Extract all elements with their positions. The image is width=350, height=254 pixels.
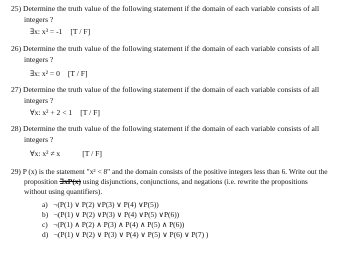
true-false-27: [T / F]: [80, 108, 100, 117]
question-25-statement: [30, 27, 90, 37]
statement-28: ∀x: x² ≠ x: [30, 149, 61, 158]
option-a: a) ¬(P(1) ∨ P(2) ∨P(3) ∨ P(4) ∨P(5)): [42, 200, 159, 209]
question-29-text-line2: [11, 177, 346, 187]
question-27-text-line1: 27) Determine the truth value of the following statement if the domain of each variable consists of all: [11, 85, 320, 94]
option-b: b) ¬(P(1) ∨ P(2) ∨P(3) ∨ P(4) ∨P(5) ∨P(6)): [42, 210, 180, 219]
statement-25: ∃x: x³ = -1: [30, 27, 63, 36]
option-d: d) ¬(P(1) ∨ P(2) ∨ P(3) ∨ P(4) ∨ P(5) ∨ P(6) ∨ P(7) ): [42, 230, 209, 239]
question-26-statement: [30, 69, 88, 79]
question-25: [11, 4, 346, 25]
question-26: [11, 44, 346, 65]
question-28-statement: [30, 149, 102, 159]
option-c: c) ¬(P(1) ∧ P(2) ∧ P(3) ∧ P(4) ∧ P(5) ∧ P(6)): [42, 220, 185, 229]
question-27-statement: [30, 108, 100, 118]
question-28-text-line1: 28) Determine the truth value of the following statement if the domain of each variable consists of all: [11, 124, 320, 133]
question-25-text-line2: integers ?: [24, 14, 54, 24]
question-25-text-line1: 25) Determine the truth value of the following statement if the domain of each variable consists of all: [11, 4, 320, 13]
question-29-line2-pre: proposition: [24, 177, 60, 186]
question-29: [11, 167, 346, 197]
question-28-text-line2: integers ?: [24, 134, 54, 144]
statement-26: ∃x: x² = 0: [30, 69, 60, 78]
question-27-text-line2: integers ?: [24, 95, 54, 105]
question-29-text-line1: 29) P (x) is the statement "x² < 8" and the domain consists of the positive integers less than 6. Write out the: [11, 167, 328, 176]
question-29-text-line3: without using quantifiers).: [24, 187, 103, 196]
true-false-25: [T / F]: [70, 27, 91, 36]
question-26-text-line2: integers ?: [24, 54, 54, 64]
true-false-28: [T / F]: [82, 149, 102, 158]
question-29-line2-post: using disjunctions, conjunctions, and negations (i.e. rewrite the propositions: [80, 177, 308, 186]
struck-proposition: ∃xP(x): [59, 177, 81, 186]
question-27: [11, 85, 346, 106]
question-28: [11, 124, 346, 145]
statement-27: ∀x: x² + 2 < 1: [30, 108, 73, 117]
true-false-26: [T / F]: [67, 69, 88, 78]
question-26-text-line1: 26) Determine the truth value of the following statement if the domain of each variable consists of all: [11, 44, 320, 53]
